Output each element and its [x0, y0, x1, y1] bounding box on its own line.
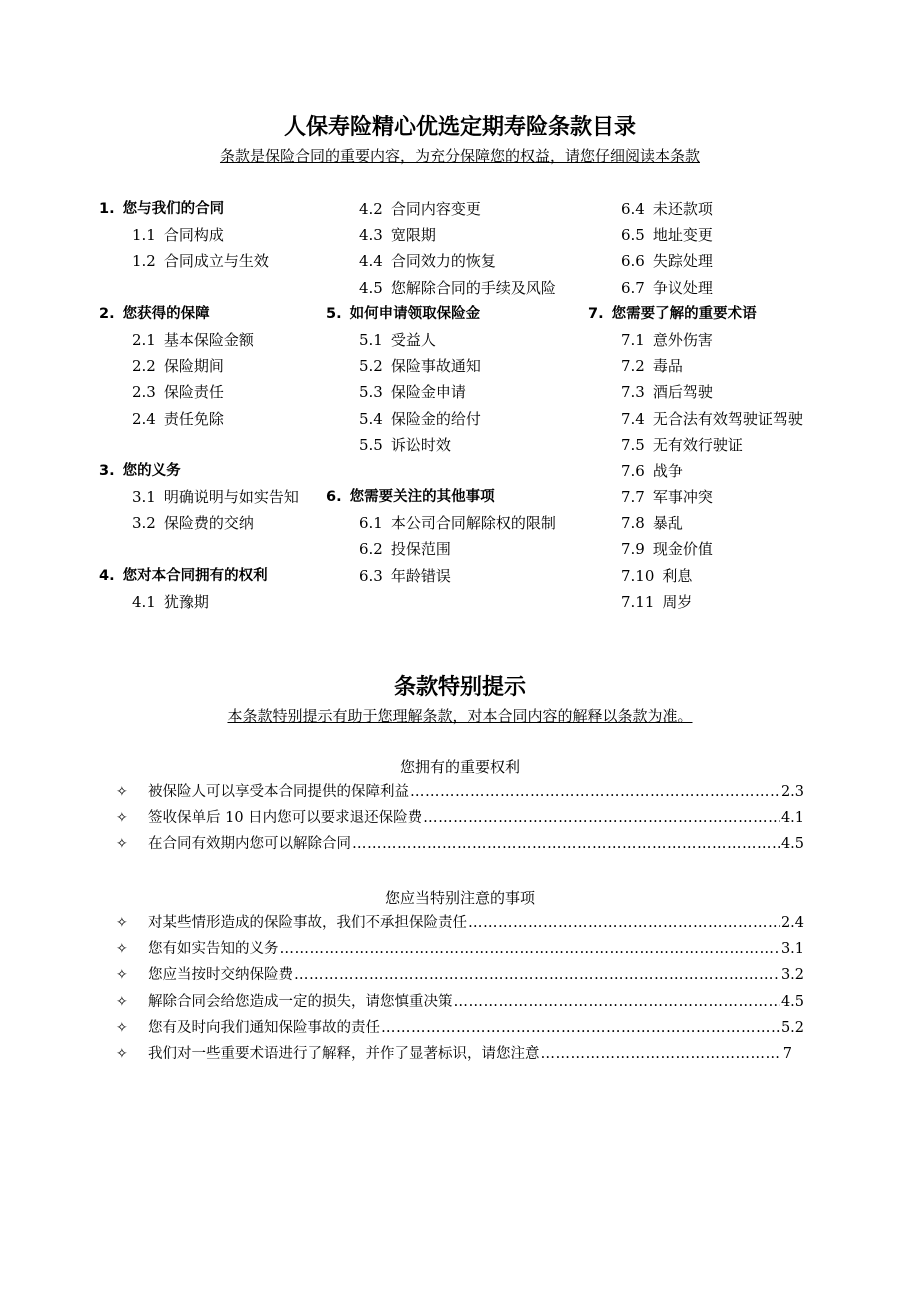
section-ref: 4.5: [780, 993, 804, 1010]
item-label: 基本保险金额: [163, 330, 254, 349]
item-number: 6.7: [621, 278, 645, 297]
toc-item[interactable]: [99, 589, 299, 615]
toc-item[interactable]: [588, 432, 803, 458]
item-label: 地址变更: [652, 226, 713, 245]
toc-item[interactable]: [326, 379, 556, 405]
item-label: 明确说明与如实告知: [163, 488, 299, 507]
spacer: [99, 432, 299, 458]
item-label: 投保范围: [390, 540, 451, 559]
toc-item[interactable]: [326, 275, 556, 301]
dot-leader: [294, 962, 780, 988]
rights-heading: 您拥有的重要权利: [399, 758, 520, 776]
item-number: 5.3: [359, 383, 383, 402]
toc-item[interactable]: [588, 353, 803, 379]
section-title: 您的义务: [122, 462, 181, 479]
toc-item[interactable]: [588, 379, 803, 405]
list-item[interactable]: [116, 989, 804, 1015]
toc-item[interactable]: [99, 327, 299, 353]
toc-item[interactable]: [99, 510, 299, 536]
item-number: 3.2: [132, 514, 156, 533]
diamond-bullet-icon: ✧: [116, 784, 128, 800]
dot-leader: [454, 989, 780, 1015]
item-number: 4.4: [359, 252, 383, 271]
section-ref: 4.1: [780, 810, 804, 827]
item-label: 现金价值: [652, 540, 713, 559]
item-text: 在合同有效期内您可以解除合同: [148, 836, 351, 853]
dot-leader: [352, 831, 780, 857]
toc-section-heading[interactable]: [99, 196, 299, 222]
diamond-bullet-icon: ✧: [116, 1045, 128, 1062]
diamond-bullet-icon: ✧: [116, 1019, 128, 1036]
toc-item[interactable]: [326, 248, 556, 274]
diamond-bullet-icon: ✧: [116, 941, 128, 958]
section-ref: 7: [782, 1045, 792, 1062]
item-label: 意外伤害: [652, 330, 713, 349]
spacer: [326, 458, 556, 484]
section-title: 您获得的保障: [122, 305, 210, 322]
item-label: 责任免除: [163, 409, 224, 428]
item-number: 5.2: [359, 357, 383, 376]
item-number: 7.11: [621, 592, 655, 611]
item-label: 年龄错误: [390, 566, 451, 585]
item-label: 失踪处理: [652, 252, 713, 271]
section-title: 如何申请领取保险金: [349, 305, 481, 322]
item-number: 4.5: [359, 278, 383, 297]
item-number: 7.10: [621, 566, 655, 585]
toc-item[interactable]: [326, 222, 556, 248]
toc-subtitle: [0, 145, 920, 166]
item-number: 6.3: [359, 566, 383, 585]
list-item[interactable]: [116, 1015, 804, 1041]
toc-item[interactable]: [588, 536, 803, 562]
item-text: 被保险人可以享受本合同提供的保障利益: [148, 784, 409, 800]
item-label: 保险事故通知: [390, 357, 481, 376]
item-number: 3.1: [132, 488, 156, 507]
item-number: 6.1: [359, 514, 383, 533]
section-ref: 5.2: [780, 1019, 804, 1036]
item-label: 战争: [652, 461, 683, 480]
toc-item[interactable]: [326, 432, 556, 458]
toc-item[interactable]: [326, 406, 556, 432]
item-number: 2.3: [132, 383, 156, 402]
item-number: 6.2: [359, 540, 383, 559]
item-label: 您解除合同的手续及风险: [390, 278, 556, 297]
item-label: 受益人: [390, 330, 436, 349]
dot-leader: [280, 936, 780, 962]
toc-section-heading[interactable]: [99, 563, 299, 589]
item-number: 4.3: [359, 226, 383, 245]
toc-item[interactable]: [588, 275, 803, 301]
dot-leader: [468, 910, 780, 936]
section-ref: 3.1: [780, 941, 804, 958]
toc-item[interactable]: [588, 589, 803, 615]
section-title: 您对本合同拥有的权利: [122, 567, 268, 584]
toc-item[interactable]: [99, 222, 299, 248]
toc-item[interactable]: [588, 196, 803, 222]
item-number: 7.4: [621, 409, 645, 428]
section-ref: 3.2: [780, 967, 804, 984]
toc-item[interactable]: [99, 484, 299, 510]
list-item[interactable]: [116, 779, 804, 805]
item-label: 争议处理: [652, 278, 713, 297]
item-number: 5.4: [359, 409, 383, 428]
item-number: 6.4: [621, 200, 645, 218]
item-number: 1.2: [132, 252, 156, 271]
item-label: 暴乱: [652, 514, 683, 533]
toc-item[interactable]: [588, 222, 803, 248]
item-label: 宽限期: [390, 226, 436, 245]
item-label: 保险金申请: [390, 383, 466, 402]
item-label: 诉讼时效: [390, 435, 451, 454]
item-number: 2.4: [132, 409, 156, 428]
item-label: 合同构成: [163, 226, 224, 245]
section-title: 您与我们的合同: [122, 201, 225, 217]
toc-item[interactable]: [326, 563, 556, 589]
tips-title: 条款特别提示: [393, 675, 526, 700]
item-number: 4.2: [359, 200, 383, 218]
item-text: 我们对一些重要术语进行了解释，并作了显著标识，请您注意: [148, 1045, 540, 1062]
item-label: 毒品: [652, 357, 683, 376]
notices-heading: 您应当特别注意的事项: [384, 889, 535, 907]
notices-list: [116, 910, 804, 1067]
item-label: 保险金的给付: [390, 409, 481, 428]
dot-leader: [423, 805, 780, 831]
toc-item[interactable]: [326, 510, 556, 536]
toc-section-heading[interactable]: [326, 484, 556, 510]
section-number: 5.: [326, 305, 342, 322]
section-ref: 2.3: [780, 784, 804, 800]
item-text: 解除合同会给您造成一定的损失，请您慎重决策: [148, 993, 453, 1010]
toc-item[interactable]: [588, 458, 803, 484]
item-text: 您应当按时交纳保险费: [148, 967, 293, 984]
section-ref: 2.4: [780, 915, 804, 931]
section-title: 您需要了解的重要术语: [611, 305, 757, 322]
item-label: 保险费的交纳: [163, 514, 254, 533]
toc-item[interactable]: [99, 353, 299, 379]
toc-item[interactable]: [326, 353, 556, 379]
diamond-bullet-icon: ✧: [116, 915, 128, 931]
toc-section-heading[interactable]: [99, 301, 299, 327]
tips-subtitle-text: 本条款特别提示有助于您理解条款，对本合同内容的解释以条款为准。: [227, 707, 693, 725]
toc-section-heading[interactable]: [99, 458, 299, 484]
item-number: 6.6: [621, 252, 645, 271]
toc-column-2: [326, 196, 556, 589]
diamond-bullet-icon: ✧: [116, 836, 128, 853]
item-number: 7.7: [621, 488, 645, 507]
item-label: 本公司合同解除权的限制: [390, 514, 556, 533]
item-number: 6.5: [621, 226, 645, 245]
item-label: 军事冲突: [652, 488, 713, 507]
item-number: 7.6: [621, 461, 645, 480]
dot-leader: [541, 1041, 782, 1067]
item-number: 7.8: [621, 514, 645, 533]
toc-title: 人保寿险精心优选定期寿险条款目录: [283, 115, 636, 140]
list-item[interactable]: [116, 962, 804, 988]
item-number: 5.5: [359, 435, 383, 454]
toc-item[interactable]: [326, 327, 556, 353]
section-number: 1.: [99, 201, 115, 217]
rights-list: [116, 779, 804, 858]
item-text: 签收保单后 10 日内您可以要求退还保险费: [148, 810, 423, 827]
toc-subtitle-text: 条款是保险合同的重要内容，为充分保障您的权益，请您仔细阅读本条款: [219, 147, 700, 165]
item-label: 无有效行驶证: [652, 435, 743, 454]
toc-item[interactable]: [99, 248, 299, 274]
toc-section-heading[interactable]: [326, 301, 556, 327]
item-number: 7.5: [621, 435, 645, 454]
toc-column-1: [99, 196, 299, 615]
item-number: 2.1: [132, 330, 156, 349]
item-label: 合同成立与生效: [163, 252, 269, 271]
toc-column-3: [588, 196, 803, 615]
item-label: 周岁: [662, 592, 693, 611]
toc-item[interactable]: [326, 536, 556, 562]
list-item[interactable]: [116, 831, 804, 857]
toc-item[interactable]: [588, 563, 803, 589]
spacer: [99, 536, 299, 562]
item-text: 您有如实告知的义务: [148, 941, 279, 958]
toc-item[interactable]: [588, 327, 803, 353]
section-title: 您需要关注的其他事项: [349, 489, 495, 506]
item-number: 7.2: [621, 357, 645, 376]
item-number: 7.9: [621, 540, 645, 559]
item-label: 利息: [662, 566, 693, 585]
toc-item[interactable]: [99, 379, 299, 405]
tips-subtitle: [0, 705, 920, 726]
list-item[interactable]: [116, 910, 804, 936]
list-item[interactable]: [116, 805, 804, 831]
item-text: 您有及时向我们通知保险事故的责任: [148, 1019, 380, 1036]
diamond-bullet-icon: ✧: [116, 993, 128, 1010]
dot-leader: [410, 779, 780, 805]
toc-item[interactable]: [588, 484, 803, 510]
section-number: 2.: [99, 305, 115, 322]
toc-item[interactable]: [588, 510, 803, 536]
section-ref: 4.5: [780, 836, 804, 853]
section-number: 7.: [588, 305, 604, 322]
item-label: 无合法有效驾驶证驾驶: [652, 409, 803, 428]
item-label: 未还款项: [652, 200, 713, 218]
item-number: 2.2: [132, 357, 156, 376]
section-number: 4.: [99, 567, 115, 584]
toc-item[interactable]: [326, 196, 556, 222]
item-label: 合同内容变更: [390, 200, 481, 218]
dot-leader: [381, 1015, 780, 1041]
spacer: [99, 275, 299, 301]
item-number: 5.1: [359, 330, 383, 349]
diamond-bullet-icon: ✧: [116, 810, 128, 827]
list-item[interactable]: [116, 1041, 792, 1067]
item-label: 犹豫期: [163, 592, 209, 611]
item-label: 保险期间: [163, 357, 224, 376]
toc-item[interactable]: [99, 406, 299, 432]
item-label: 酒后驾驶: [652, 383, 713, 402]
item-number: 7.3: [621, 383, 645, 402]
section-number: 6.: [326, 489, 342, 506]
item-number: 4.1: [132, 592, 156, 611]
list-item[interactable]: [116, 936, 804, 962]
item-number: 1.1: [132, 226, 156, 245]
toc-section-heading[interactable]: [588, 301, 803, 327]
item-number: 7.1: [621, 330, 645, 349]
item-label: 保险责任: [163, 383, 224, 402]
section-number: 3.: [99, 462, 115, 479]
item-text: 对某些情形造成的保险事故，我们不承担保险责任: [148, 915, 467, 931]
toc-item[interactable]: [588, 406, 803, 432]
diamond-bullet-icon: ✧: [116, 967, 128, 984]
item-label: 合同效力的恢复: [390, 252, 496, 271]
toc-item[interactable]: [588, 248, 803, 274]
